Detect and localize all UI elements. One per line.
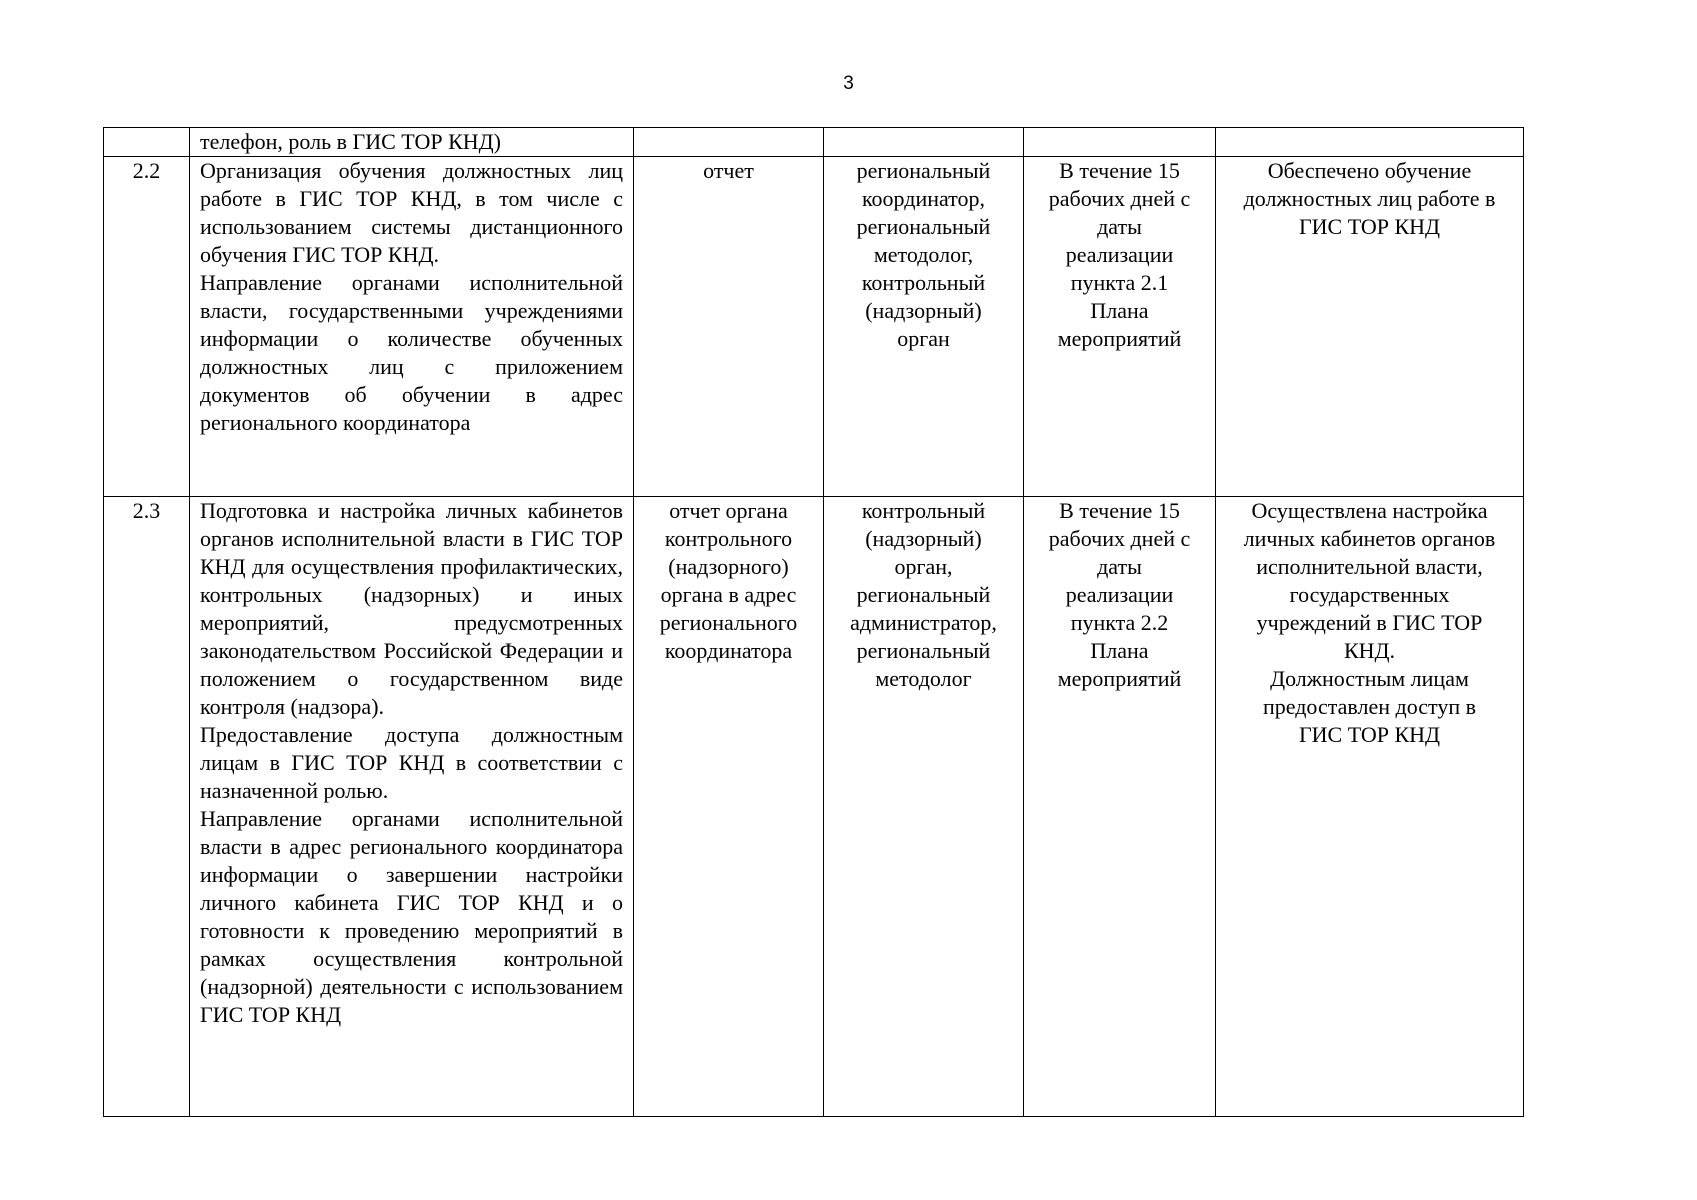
cell-deadline — [1024, 497, 1216, 1117]
cell-form — [634, 497, 824, 1117]
cell-deadline — [1024, 128, 1216, 157]
responsible-line: региональный — [856, 638, 991, 663]
page-number: 3 — [843, 73, 854, 94]
cell-result — [1216, 497, 1524, 1117]
form-line: отчет — [703, 158, 754, 183]
table-row-continuation — [104, 128, 1524, 157]
result-line: Должностным лицам — [1270, 666, 1469, 691]
result-line: Обеспечено обучение — [1267, 158, 1472, 183]
responsible-line: региональный — [856, 158, 991, 183]
result-line: ГИС ТОР КНД — [1298, 214, 1441, 239]
result-line: учреждений в ГИС ТОР — [1256, 610, 1483, 635]
form-line: отчет органа — [669, 498, 788, 523]
cell-result — [1216, 157, 1524, 497]
responsible-line: координатор, — [861, 186, 986, 211]
cell-responsible — [824, 128, 1024, 157]
responsible-line: региональный — [856, 582, 991, 607]
description-paragraph: Направление органами исполнительной власти в адрес регионального координатора информации о завершении настройки личного кабинета ГИС ТОР КНД и о готовности к проведению мероприятий в рамках осуществления контрольной (надзорной) деятельности с использованием ГИС ТОР КНД — [200, 806, 623, 1027]
description-paragraph: Предоставление доступа должностным лицам в ГИС ТОР КНД в соответствии с назначенной ролью. — [200, 722, 623, 803]
cell-responsible — [824, 497, 1024, 1117]
measures-table — [103, 127, 1524, 1117]
deadline-line: Плана — [1090, 638, 1149, 663]
cell-num: 2.2 — [104, 157, 190, 497]
deadline-line: реализации — [1065, 242, 1174, 267]
deadline-line: Плана — [1090, 298, 1149, 323]
responsible-line: региональный — [856, 214, 991, 239]
deadline-line: даты — [1097, 214, 1142, 239]
table-row — [104, 497, 1524, 1117]
description-paragraph: Подготовка и настройка личных кабинетов органов исполнительной власти в ГИС ТОР КНД для осуществления профилактических, контрольных (надзорных) и иных мероприятий, предусмотренных законодательством Российской Федерации и положением о государственном виде контроля (надзора). — [200, 498, 623, 719]
cell-num: 2.3 — [104, 497, 190, 1117]
cell-deadline — [1024, 157, 1216, 497]
responsible-line: (надзорный) — [865, 526, 982, 551]
responsible-line: контрольный — [861, 498, 986, 523]
responsible-line: орган, — [894, 554, 953, 579]
form-line: (надзорного) — [668, 554, 789, 579]
result-line: личных кабинетов органов — [1243, 526, 1496, 551]
responsible-line: контрольный — [861, 270, 986, 295]
result-line: предоставлен доступ в — [1262, 694, 1476, 719]
cell-num — [104, 128, 190, 157]
description-paragraph: Организация обучения должностных лиц работе в ГИС ТОР КНД, в том числе с использованием системы дистанционного обучения ГИС ТОР КНД. — [200, 158, 623, 267]
responsible-line: администратор, — [850, 610, 997, 635]
result-line: должностных лиц работе в — [1243, 186, 1496, 211]
deadline-line: даты — [1097, 554, 1142, 579]
deadline-line: рабочих дней с — [1048, 526, 1191, 551]
deadline-line: пункта 2.2 — [1070, 610, 1169, 635]
deadline-line: пункта 2.1 — [1070, 270, 1169, 295]
description-line: телефон, роль в ГИС ТОР КНД) — [200, 129, 501, 154]
form-line: органа в адрес — [660, 582, 797, 607]
result-line: государственных — [1289, 582, 1450, 607]
responsible-line: (надзорный) — [865, 298, 982, 323]
table-row — [104, 157, 1524, 497]
result-line: КНД. — [1343, 638, 1396, 663]
responsible-line: методолог — [875, 666, 972, 691]
deadline-line: В течение 15 — [1059, 158, 1180, 183]
deadline-line: мероприятий — [1057, 666, 1182, 691]
deadline-line: реализации — [1065, 582, 1174, 607]
deadline-line: В течение 15 — [1059, 498, 1180, 523]
form-line: контрольного — [664, 526, 793, 551]
cell-responsible — [824, 157, 1024, 497]
form-line: регионального — [659, 610, 798, 635]
cell-description — [190, 497, 634, 1117]
deadline-line: рабочих дней с — [1048, 186, 1191, 211]
deadline-line: мероприятий — [1057, 326, 1182, 351]
cell-result — [1216, 128, 1524, 157]
cell-form — [634, 128, 824, 157]
cell-description — [190, 128, 634, 157]
form-line: координатора — [664, 638, 793, 663]
result-line: исполнительной власти, — [1256, 554, 1483, 579]
cell-description — [190, 157, 634, 497]
result-line: Осуществлена настройка — [1251, 498, 1488, 523]
cell-form — [634, 157, 824, 497]
result-line: ГИС ТОР КНД — [1298, 722, 1441, 747]
description-paragraph: Направление органами исполнительной власти, государственными учреждениями информации о количестве обученных должностных лиц с приложением документов об обучении в адрес регионального координатора — [200, 270, 623, 435]
responsible-line: орган — [897, 326, 950, 351]
responsible-line: методолог, — [873, 242, 974, 267]
